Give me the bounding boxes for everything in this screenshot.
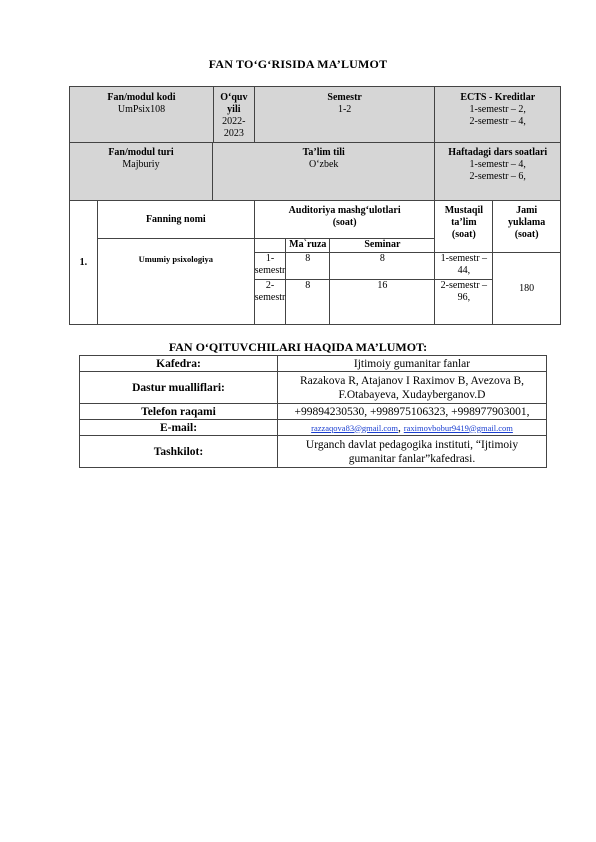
module-type-cell: Fan/modul turi Majburiy bbox=[70, 143, 213, 201]
organization-value: Urganch davlat pedagogika instituti, “Ijtimoiy gumanitar fanlar”kafedrasi. bbox=[278, 436, 547, 468]
seminar-header: Seminar bbox=[330, 239, 435, 253]
course-info-table bbox=[69, 86, 561, 325]
email-link[interactable]: razzaqova83@gmail.com bbox=[311, 422, 399, 433]
auditorium-header: Auditoriya mashg‘ulotlari (soat) bbox=[254, 201, 435, 239]
academic-year-cell: O‘quv yili 2022- 2023 bbox=[213, 87, 254, 143]
table-row bbox=[80, 436, 547, 468]
table-row bbox=[80, 356, 547, 372]
independent-study-header: Mustaqil ta’lim (soat) bbox=[435, 201, 493, 253]
email-value: razzaqova83@gmail.com, raximovbobur9419@gmail.com bbox=[278, 420, 547, 436]
department-value: Ijtimoiy gumanitar fanlar bbox=[278, 356, 547, 372]
weekly-hours-cell: Haftadagi dars soatlari 1-semestr – 4, 2-semestr – 6, bbox=[435, 143, 561, 201]
lecture-header: Ma`ruza bbox=[286, 239, 330, 253]
table-row bbox=[80, 420, 547, 436]
phone-value: +99894230530, +998975106323, +998977903001, bbox=[278, 404, 547, 420]
table-row bbox=[70, 201, 561, 239]
total-load-value: 180 bbox=[493, 253, 561, 325]
module-code-cell: Fan/modul kodi UmPsix108 bbox=[70, 87, 214, 143]
table-row bbox=[80, 404, 547, 420]
subject-name: Umumiy psixologiya bbox=[97, 253, 254, 325]
semester-1-label: 1- semestr bbox=[254, 253, 286, 280]
organization-label: Tashkilot: bbox=[80, 436, 278, 468]
ects-cell: ECTS - Kreditlar 1-semestr – 2, 2-semestr – 4, bbox=[435, 87, 561, 143]
teachers-title: FAN O‘QITUVCHILARI HAQIDA MA’LUMOT: bbox=[168, 340, 428, 354]
semester-1-lecture: 8 bbox=[286, 253, 330, 280]
semester-1-seminar: 8 bbox=[330, 253, 435, 280]
semester-2-lecture: 8 bbox=[286, 280, 330, 325]
row-number: 1. bbox=[70, 201, 98, 325]
department-label: Kafedra: bbox=[80, 356, 278, 372]
table-row bbox=[70, 87, 561, 143]
email-link[interactable]: raximovbobur9419@gmail.com bbox=[403, 422, 513, 433]
table-row bbox=[80, 372, 547, 404]
authors-label: Dastur mualliflari: bbox=[80, 372, 278, 404]
language-cell: Ta’lim tili O‘zbek bbox=[212, 143, 435, 201]
semester-2-label: 2- semestr bbox=[254, 280, 286, 325]
semester-cell: Semestr 1-2 bbox=[254, 87, 435, 143]
semester-1-independent: 1-semestr – 44, bbox=[435, 253, 493, 280]
authors-value: Razakova R, Atajanov I Raximov B, Avezova B, F.Otabayeva, Xudayberganov.D bbox=[278, 372, 547, 404]
table-row bbox=[70, 253, 561, 280]
total-load-header: Jami yuklama (soat) bbox=[493, 201, 561, 253]
semester-2-seminar: 16 bbox=[330, 280, 435, 325]
phone-label: Telefon raqami bbox=[80, 404, 278, 420]
subject-name-header: Fanning nomi bbox=[97, 201, 254, 239]
teachers-table bbox=[79, 355, 547, 468]
semester-2-independent: 2-semestr – 96, bbox=[435, 280, 493, 325]
table-row bbox=[70, 143, 561, 201]
page-title: FAN TO‘G‘RISIDA MA’LUMOT bbox=[208, 57, 388, 71]
email-label: E-mail: bbox=[80, 420, 278, 436]
